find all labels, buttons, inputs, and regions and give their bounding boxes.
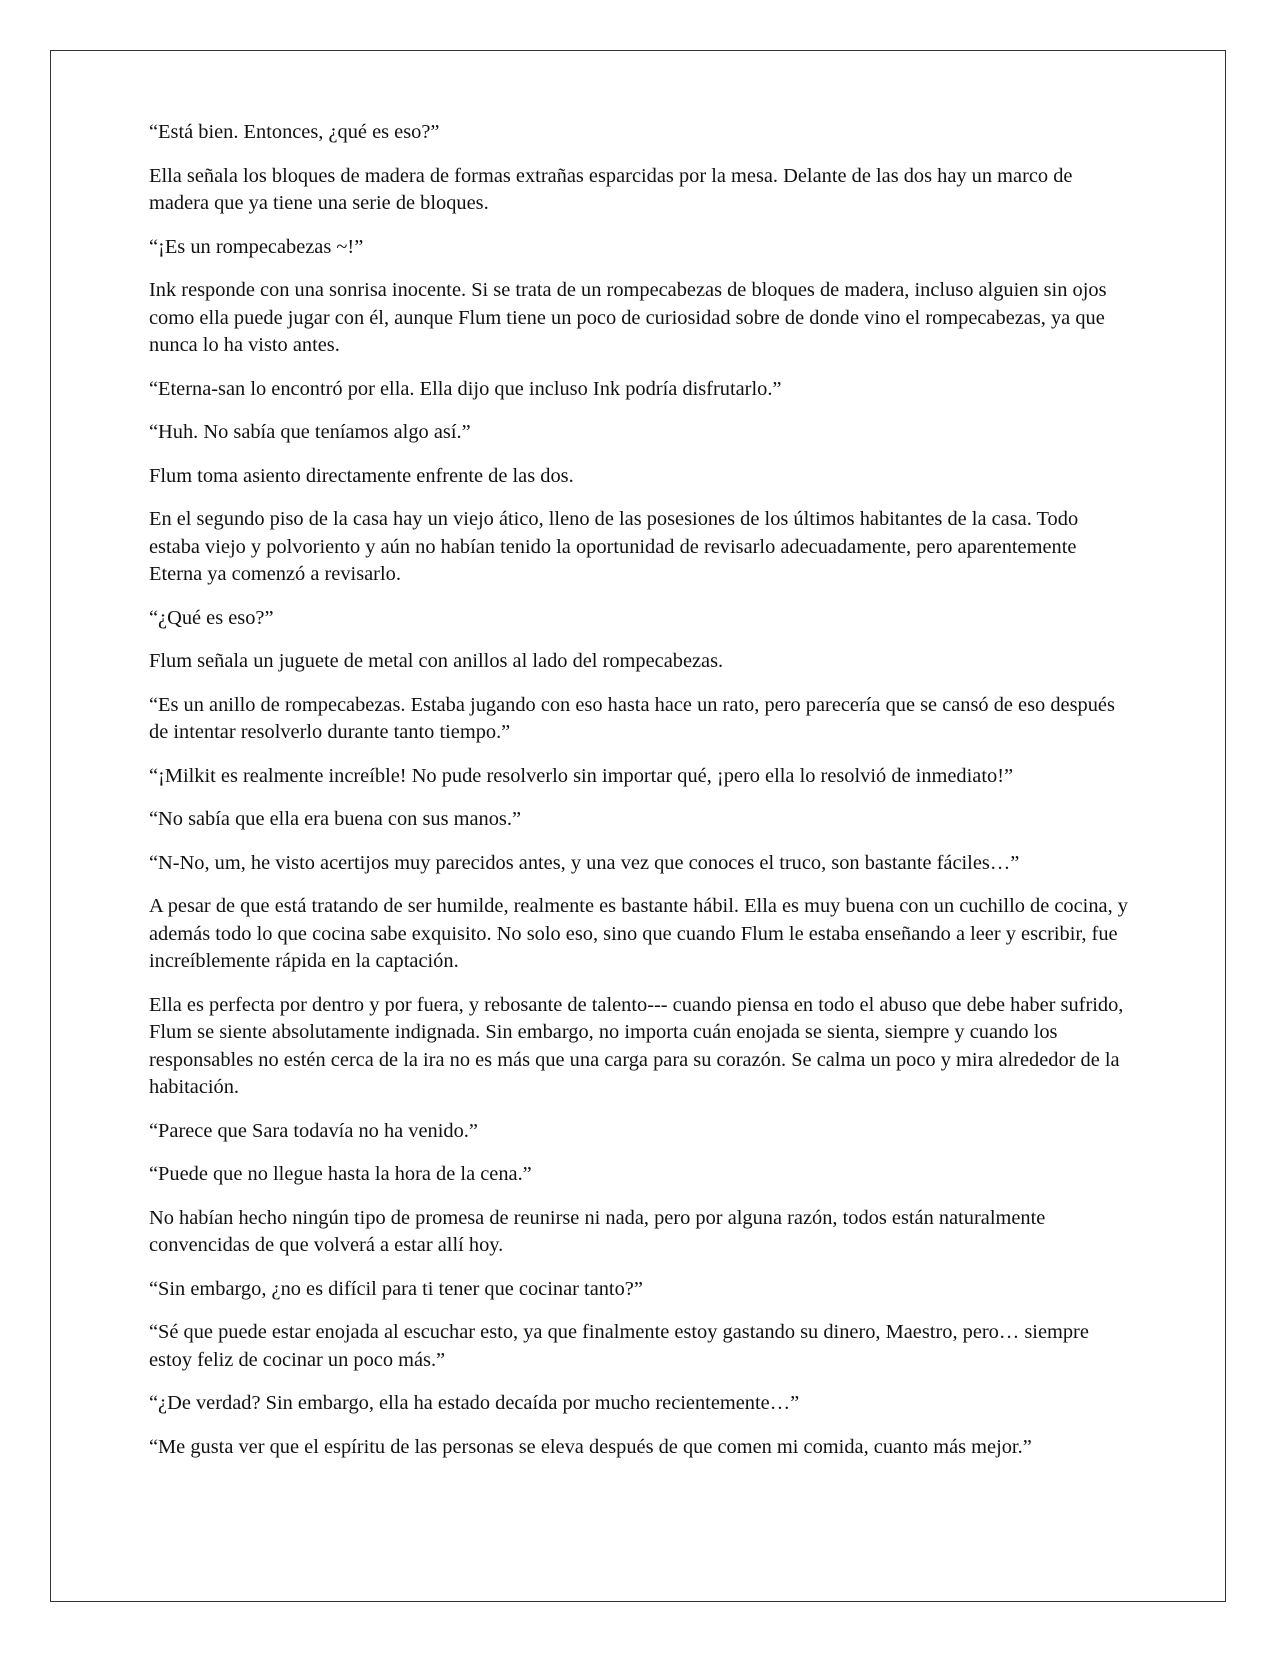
document-body (149, 119, 1131, 1477)
paragraph: En el segundo piso de la casa hay un viejo ático, lleno de las posesiones de los últimos habitantes de la casa. Todo estaba viejo y polvoriento y aún no habían tenido la oportunidad de revisarlo adecuadamente, pero aparentemente Eterna ya comenzó a revisarlo. (149, 508, 1079, 585)
paragraph: “¿Qué es eso?” (149, 606, 274, 629)
paragraph: “Puede que no llegue hasta la hora de la cena.” (149, 1163, 532, 1185)
paragraph: “¿De verdad? Sin embargo, ella ha estado decaída por mucho recientemente…” (149, 1392, 800, 1414)
paragraph: Flum toma asiento directamente enfrente de las dos. (149, 464, 574, 487)
paragraph: Ella señala los bloques de madera de formas extrañas esparcidas por la mesa. Delante de las dos hay un marco de madera que ya tiene una serie de bloques. (149, 164, 1073, 214)
paragraph: “Me gusta ver que el espíritu de las personas se eleva después de que comen mi comida, cuanto más mejor.” (149, 1435, 1032, 1458)
paragraph: Ella es perfecta por dentro y por fuera, y rebosante de talento--- cuando piensa en todo el abuso que debe haber sufrido, Flum se siente absolutamente indignada. Sin embargo, no importa cuán enojada se sienta, siempre y cuando los responsables no estén cerca de la ira no es más que una carga para su corazón. Se calma un poco y mira alrededor de la habitación. (149, 993, 1124, 1098)
paragraph: Flum señala un juguete de metal con anillos al lado del rompecabezas. (149, 650, 724, 672)
paragraph: Ink responde con una sonrisa inocente. Si se trata de un rompecabezas de bloques de madera, incluso alguien sin ojos como ella puede jugar con él, aunque Flum tiene un poco de curiosidad sobre de donde vino el rompecabezas, ya que nunca lo ha visto antes. (149, 279, 1107, 356)
paragraph: “Es un anillo de rompecabezas. Estaba jugando con eso hasta hace un rato, pero parecería que se cansó de eso después de intentar resolverlo durante tanto tiempo.” (149, 693, 1115, 743)
document-page (50, 50, 1226, 1602)
paragraph: “Sin embargo, ¿no es difícil para ti tener que cocinar tanto?” (149, 1277, 643, 1300)
paragraph: “Parece que Sara todavía no ha venido.” (149, 1119, 478, 1142)
paragraph: “¡Milkit es realmente increíble! No pude resolverlo sin importar qué, ¡pero ella lo resolvió de inmediato!” (149, 764, 1014, 787)
paragraph: “Sé que puede estar enojada al escuchar esto, ya que finalmente estoy gastando su dinero, Maestro, pero… siempre estoy feliz de cocinar un poco más.” (149, 1321, 1089, 1371)
paragraph: “¡Es un rompecabezas ~!” (149, 235, 364, 258)
paragraph: “No sabía que ella era buena con sus manos.” (149, 808, 521, 830)
paragraph: “Huh. No sabía que teníamos algo así.” (149, 421, 471, 443)
paragraph: A pesar de que está tratando de ser humilde, realmente es bastante hábil. Ella es muy buena con un cuchillo de cocina, y además todo lo que cocina sabe exquisito. No solo eso, sino que cuando Flum le estaba enseñando a leer y escribir, fue increíblemente rápida en la captación. (149, 895, 1128, 972)
paragraph: “Eterna-san lo encontró por ella. Ella dijo que incluso Ink podría disfrutarlo.” (149, 377, 782, 400)
paragraph: “Está bien. Entonces, ¿qué es eso?” (149, 121, 440, 143)
paragraph: No habían hecho ningún tipo de promesa de reunirse ni nada, pero por alguna razón, todos están naturalmente convencidas de que volverá a estar allí hoy. (149, 1206, 1046, 1256)
paragraph: “N-No, um, he visto acertijos muy parecidos antes, y una vez que conoces el truco, son bastante fáciles…” (149, 851, 1020, 874)
